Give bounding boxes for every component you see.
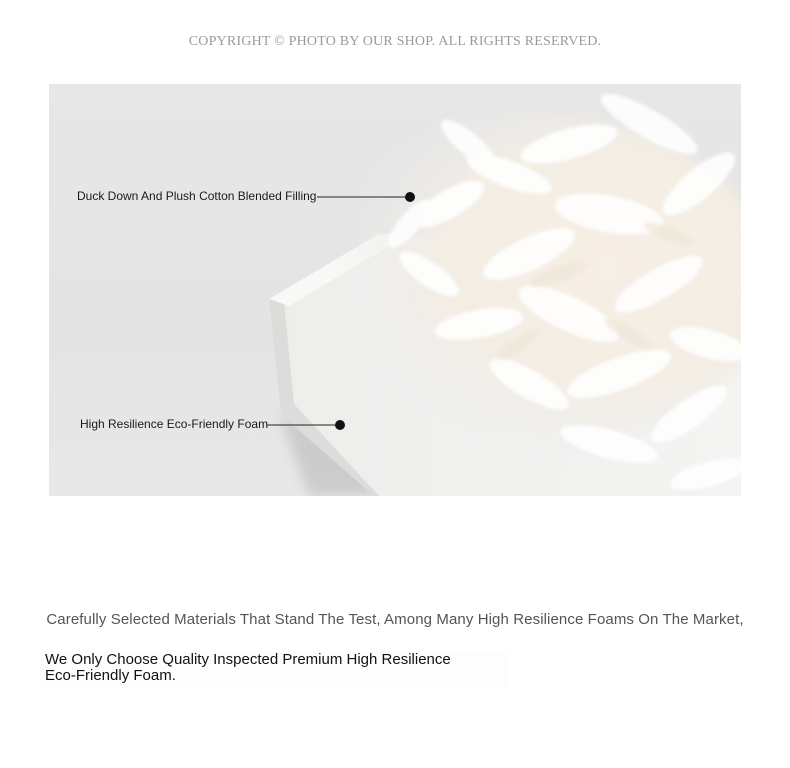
description-line-2: We Only Choose Quality Inspected Premium High Resilience Eco-Friendly Foam.	[45, 651, 451, 684]
feather-foam-illustration	[49, 84, 741, 496]
callout-dot-filling	[405, 192, 415, 202]
callout-dot-foam	[335, 420, 345, 430]
description-line-1: Carefully Selected Materials That Stand The Test, Among Many High Resilience Foams On The Market,	[46, 611, 744, 628]
copyright-notice: COPYRIGHT © PHOTO BY OUR SHOP. ALL RIGHTS RESERVED.	[188, 34, 602, 49]
callout-label-filling: Duck Down And Plush Cotton Blended Filling	[77, 189, 317, 203]
callout-label-foam: High Resilience Eco-Friendly Foam	[80, 417, 269, 431]
product-detail-image	[49, 84, 741, 496]
